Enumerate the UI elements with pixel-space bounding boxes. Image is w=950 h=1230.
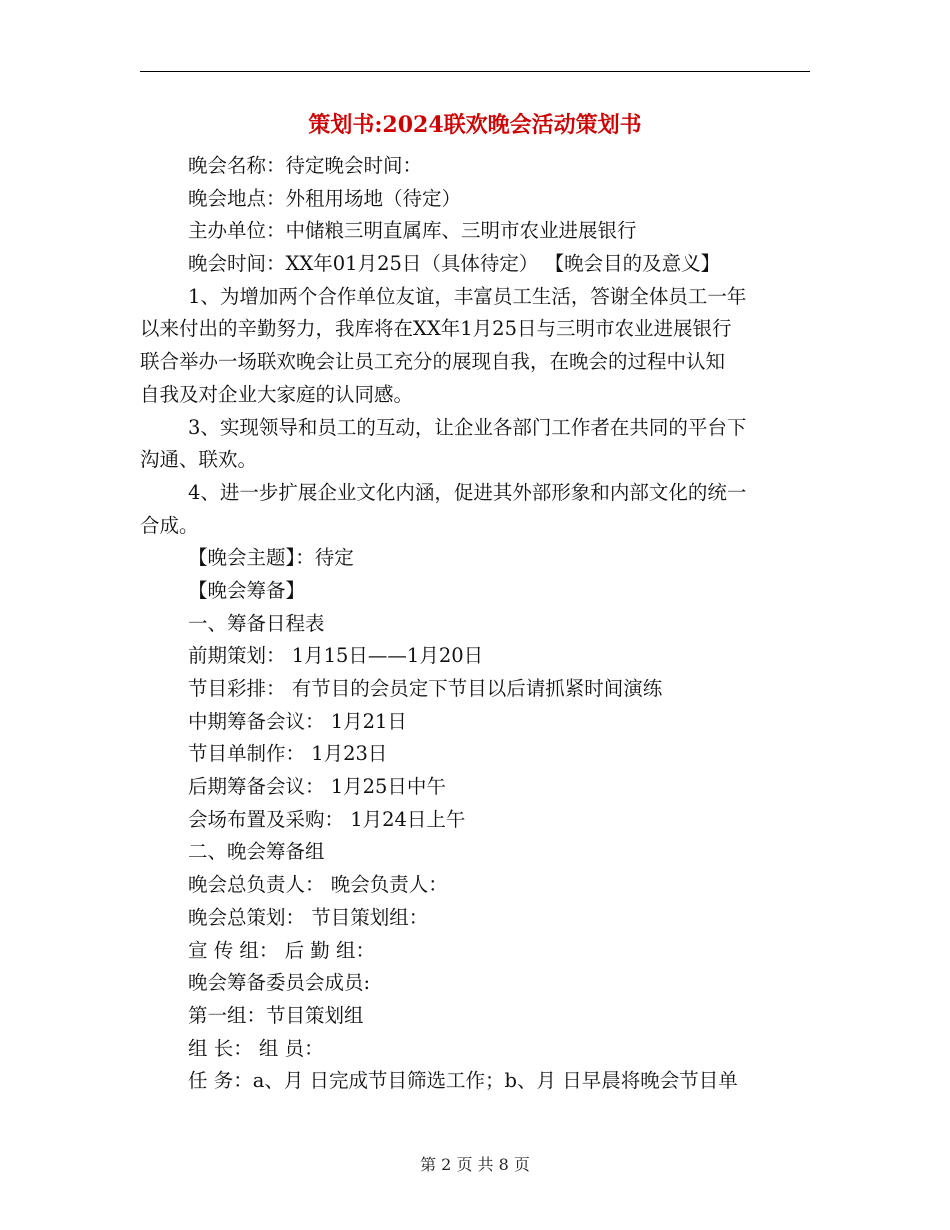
paragraph-line: 联合举办一场联欢晚会让员工充分的展现自我，在晚会的过程中认知 [140, 350, 726, 374]
paragraph-line: 自我及对企业大家庭的认同感。 [140, 382, 414, 406]
paragraph-line: 组 长： 组 员： [188, 1036, 324, 1060]
paragraph-line: 晚会筹备委员会成员: [188, 971, 371, 995]
paragraph-line: 合成。 [140, 513, 199, 537]
paragraph-line: 节目彩排： 有节目的会员定下节目以后请抓紧时间演练 [188, 677, 663, 700]
paragraph-line: 后期筹备会议： 1月25日中午 [188, 775, 446, 799]
paragraph-line: 晚会地点：外租用场地（待定） [188, 186, 462, 210]
paragraph-line: 任 务：a、月 日完成节目筛选工作；b、月 日早晨将晚会节目单 [188, 1069, 738, 1093]
paragraph-line: 第一组：节目策划组 [188, 1003, 364, 1027]
paragraph-line: 晚会总策划： 节目策划组： [188, 905, 429, 929]
paragraph-line: 主办单位：中储粮三明直属库、三明市农业进展银行 [188, 219, 637, 243]
paragraph-line: 沟通、联欢。 [140, 448, 258, 472]
paragraph-line: 【晚会筹备】 [188, 578, 306, 602]
paragraph-line: 前期策划： 1月15日——1月20日 [188, 644, 484, 668]
paragraph-line: 会场布置及采购： 1月24日上午 [188, 807, 466, 831]
page-number: 第 2 页 共 8 页 [420, 1155, 530, 1174]
paragraph-line: 4、进一步扩展企业文化内涵，促进其外部形象和内部文化的统一 [188, 480, 747, 504]
document-title: 策划书:2024联欢晚会活动策划书 [308, 112, 642, 138]
paragraph-line: 【晚会主题】：待定 [188, 546, 354, 570]
header-rule [140, 71, 810, 72]
paragraph-line: 1、为增加两个合作单位友谊，丰富员工生活，答谢全体员工一年 [188, 284, 747, 308]
paragraph-line: 晚会时间：XX年01月25日（具体待定） 【晚会目的及意义】 [188, 252, 721, 276]
paragraph-line: 3、实现领导和员工的互动，让企业各部门工作者在共同的平台下 [188, 415, 747, 439]
paragraph-line: 一、筹备日程表 [188, 611, 325, 635]
paragraph-line: 晚会总负责人： 晚会负责人： [188, 873, 448, 897]
paragraph-line: 晚会名称：待定晚会时间： [188, 154, 423, 177]
paragraph-line: 宣 传 组： 后 勤 组： [188, 938, 375, 962]
paragraph-line: 二、晚会筹备组 [188, 840, 325, 864]
paragraph-line: 节目单制作： 1月23日 [188, 742, 388, 766]
paragraph-line: 以来付出的辛勤努力，我库将在XX年1月25日与三明市农业进展银行 [140, 317, 732, 341]
paragraph-line: 中期筹备会议： 1月21日 [188, 709, 407, 733]
document-body [140, 150, 810, 1098]
